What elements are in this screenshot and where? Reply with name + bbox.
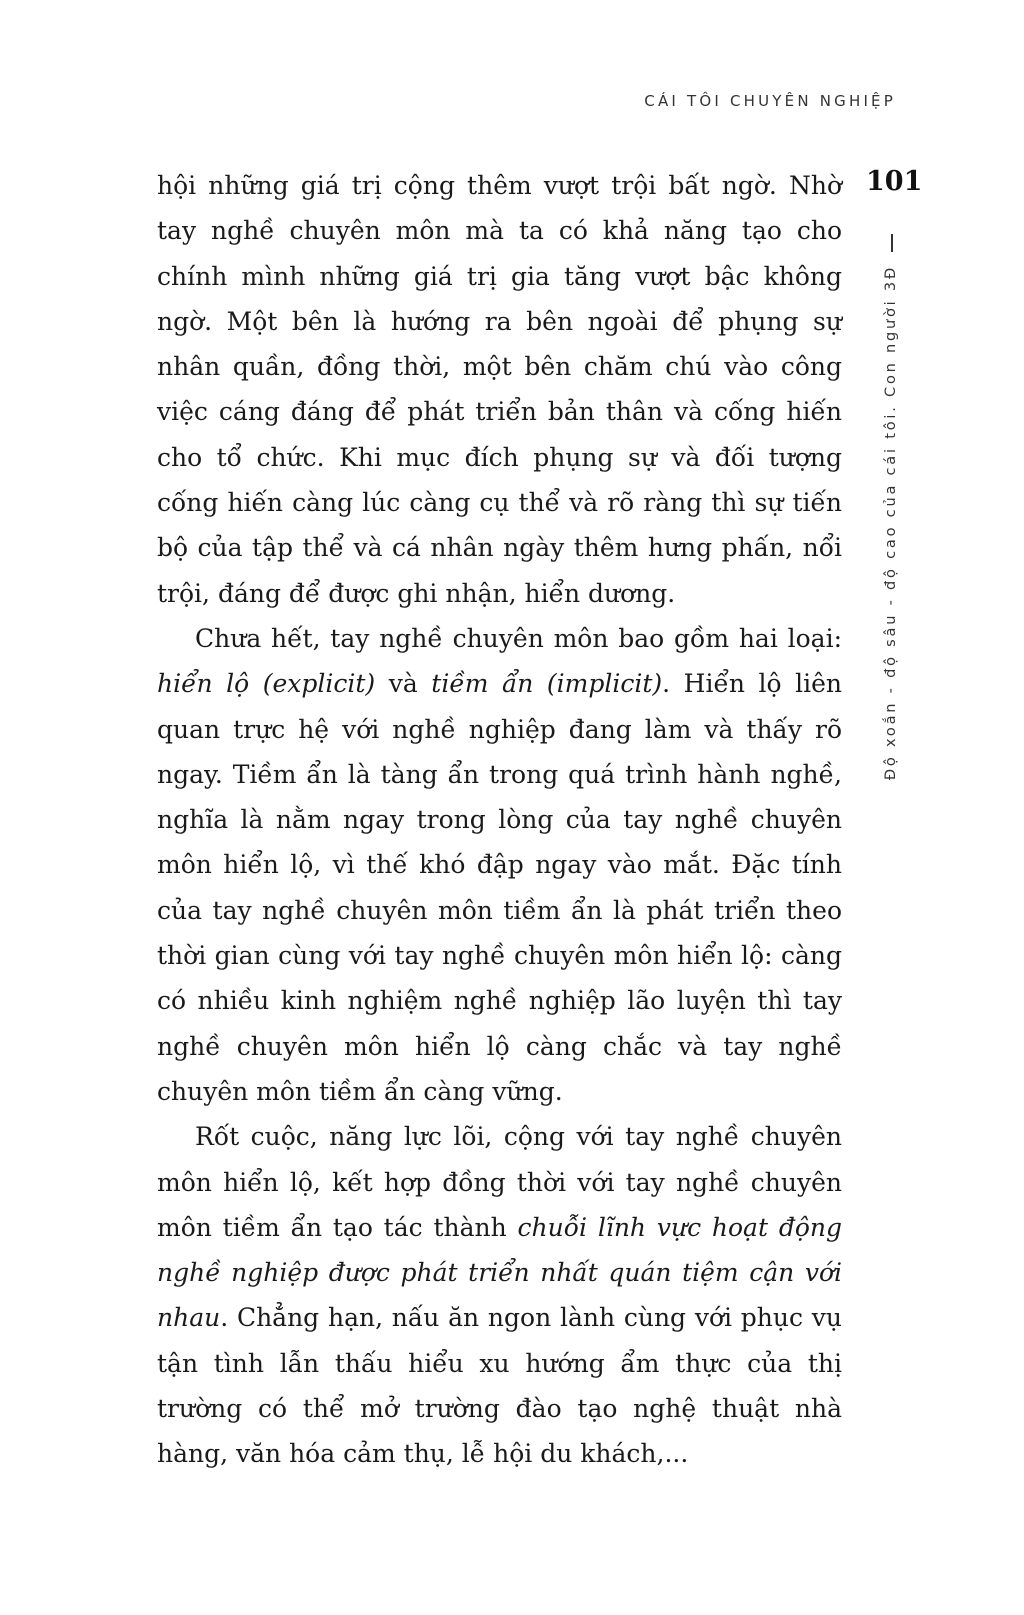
paragraph-2-text-2: và — [375, 669, 432, 699]
paragraph-2-text-1: Chưa hết, tay nghề chuyên môn bao gồm hai loại: — [195, 623, 842, 653]
paragraph-3 — [157, 1114, 842, 1476]
paragraph-1: hội những giá trị cộng thêm vượt trội bất ngờ. Nhờ tay nghề chuyên môn mà ta có khả năng tạo cho chính mình những giá trị gia tăng vượt bậc không ngờ. Một bên là hướng ra bên ngoài để phụng sự nhân quần, đồng thời, một bên chăm chú vào công việc cáng đáng để phát triển bản thân và cống hiến cho tổ chức. Khi mục đích phụng sự và đối tượng cống hiến càng lúc càng cụ thể và rõ ràng thì sự tiến bộ của tập thể và cá nhân ngày thêm hưng phấn, nổi trội, đáng để được ghi nhận, hiển dương. — [157, 171, 842, 608]
body-text — [157, 163, 842, 1477]
page-number: 101 — [866, 166, 923, 197]
running-header: CÁI TÔI CHUYÊN NGHIỆP — [644, 92, 896, 110]
sidebar-divider — [891, 234, 893, 252]
sidebar-book-title: Độ xoắn - độ sâu - độ cao của cái tôi. Con người 3Đ — [883, 265, 899, 781]
paragraph-2-text-3: . Hiển lộ liên quan trực hệ với nghề nghiệp đang làm và thấy rõ ngay. Tiềm ẩn là tàng ẩn trong quá trình hành nghề, nghĩa là nằm ngay trong lòng của tay nghề chuyên môn hiển lộ, vì thế khó đập ngay vào mắt. Đặc tính của tay nghề chuyên môn tiềm ẩn là phát triển theo thời gian cùng với tay nghề chuyên môn hiển lộ: càng có nhiều kinh nghiệm nghề nghiệp lão luyện thì tay nghề chuyên môn hiển lộ càng chắc và tay nghề chuyên môn tiềm ẩn càng vững. — [157, 669, 842, 1106]
paragraph-3-text-1: Rốt cuộc, năng lực lõi, cộng với tay nghề chuyên môn hiển lộ, kết hợp đồng thời với tay nghề chuyên môn tiềm ẩn tạo tác thành — [157, 1122, 842, 1242]
paragraph-2-italic-implicit: tiềm ẩn (implicit) — [431, 669, 663, 699]
paragraph-2-italic-explicit: hiển lộ (explicit) — [157, 669, 376, 699]
paragraph-3-italic-phrase: chuỗi lĩnh vực hoạt động nghề nghiệp được phát triển nhất quán tiệm cận với nhau — [157, 1212, 842, 1333]
paragraph-2 — [157, 616, 842, 1114]
paragraph-3-text-2: . Chẳng hạn, nấu ăn ngon lành cùng với phục vụ tận tình lẫn thấu hiểu xu hướng ẩm thực của thị trường có thể mở trường đào tạo nghệ thuật nhà hàng, văn hóa cảm thụ, lễ hội du khách,... — [157, 1303, 842, 1469]
